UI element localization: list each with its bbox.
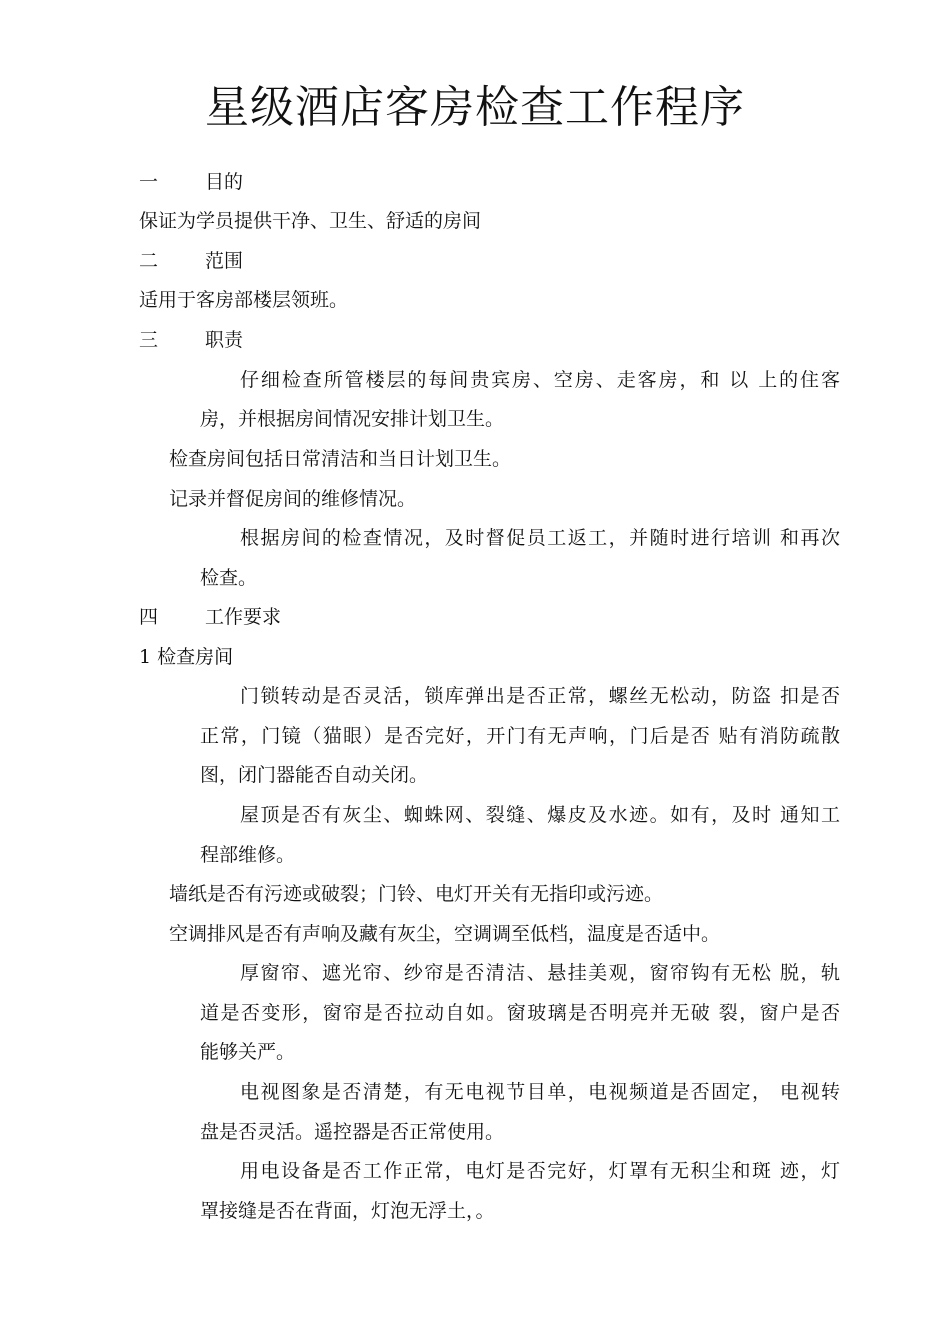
duty-4-line-2: 检查。 <box>200 567 258 589</box>
req-7-line-2: 罩接缝是否在背面，灯泡无浮土，。 <box>200 1200 495 1222</box>
req-2-line-1: 屋顶是否有灰尘、蜘蛛网、裂缝、爆皮及水迹。如有，及时 通知工 <box>240 804 840 826</box>
req-3: 墙纸是否有污迹或破裂；门铃、电灯开关有无指印或污迹。 <box>169 883 664 905</box>
duty-4-line-1: 根据房间的检查情况，及时督促员工返工，并随时进行培训 和再次 <box>240 527 840 549</box>
section-number: 三 <box>139 329 159 351</box>
section-label: 范围 <box>205 250 244 272</box>
section-number: 一 <box>139 171 159 193</box>
duty-3: 记录并督促房间的维修情况。 <box>169 488 417 510</box>
section-number: 二 <box>139 250 159 272</box>
req-5-line-2: 道是否变形，窗帘是否拉动自如。窗玻璃是否明亮并无破 裂，窗户是否 <box>200 1002 840 1024</box>
req-2-line-2: 程部维修。 <box>200 844 296 866</box>
section-number: 四 <box>139 606 159 628</box>
section-label: 工作要求 <box>205 606 282 628</box>
req-6-line-1: 电视图象是否清楚，有无电视节目单，电视频道是否固定， 电视转 <box>240 1081 840 1103</box>
req-1-line-2: 正常，门镜（猫眼）是否完好，开门有无声响，门后是否 贴有消防疏散 <box>200 725 840 747</box>
subsection-check-room: 1 检查房间 <box>139 646 234 668</box>
scope-text: 适用于客房部楼层领班。 <box>139 289 349 311</box>
req-1-line-1: 门锁转动是否灵活，锁库弹出是否正常，螺丝无松动，防盗 扣是否 <box>240 685 840 707</box>
section-label: 职责 <box>205 329 244 351</box>
req-7-line-1: 用电设备是否工作正常，电灯是否完好，灯罩有无积尘和斑 迹，灯 <box>240 1160 840 1182</box>
document-title: 星级酒店客房检查工作程序 <box>205 82 745 133</box>
duty-1-line-2: 房，并根据房间情况安排计划卫生。 <box>200 408 505 430</box>
req-5-line-3: 能够关严。 <box>200 1041 296 1063</box>
req-4: 空调排风是否有声响及藏有灰尘，空调调至低档，温度是否适中。 <box>169 923 721 945</box>
req-1-line-3: 图，闭门器能否自动关闭。 <box>200 764 429 786</box>
duty-2: 检查房间包括日常清洁和当日计划卫生。 <box>169 448 512 470</box>
section-label: 目的 <box>205 171 244 193</box>
req-5-line-1: 厚窗帘、遮光帘、纱帘是否清洁、悬挂美观，窗帘钩有无松 脱，轨 <box>240 962 840 984</box>
req-6-line-2: 盘是否灵活。遥控器是否正常使用。 <box>200 1121 505 1143</box>
duty-1-line-1: 仔细检查所管楼层的每间贵宾房、空房、走客房，和 以 上的住客 <box>240 369 840 391</box>
purpose-text: 保证为学员提供干净、卫生、舒适的房间 <box>139 210 482 232</box>
